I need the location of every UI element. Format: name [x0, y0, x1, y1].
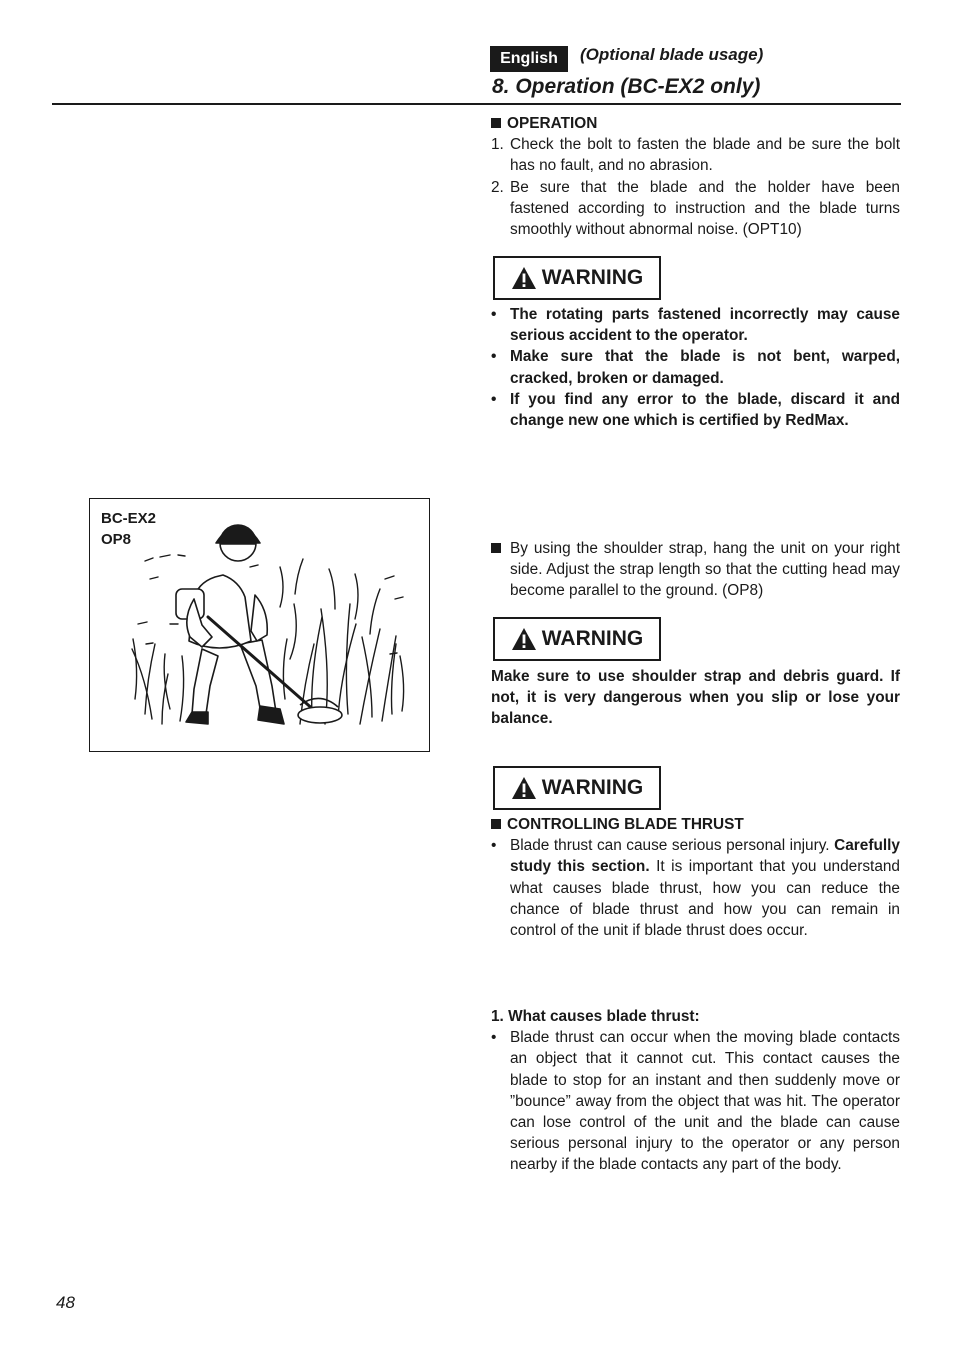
thrust-section [491, 814, 900, 941]
warning-label: WARNING [541, 266, 644, 289]
operation-section [491, 113, 900, 240]
list-item: • Blade thrust can occur when the moving blade contacts an object that it cannot cut. This contact causes the blade to stop for an instant and then suddenly move or ”bounce” away from the object that was hit. The operator can lose control of the unit and the blade can cause serious personal injury to the operator or any person nearby if the blade contacts any part of the body. [491, 1029, 900, 1174]
square-bullet-icon [491, 118, 501, 128]
list-item: 2. Be sure that the blade and the holder have been fastened according to instruction and the blade turns smoothly without abnormal noise. (OPT10) [491, 178, 900, 239]
warning-text: Make sure to use shoulder strap and debris guard. If not, it is very dangerous when you slip or lose your balance. [491, 668, 900, 728]
language-badge: English [490, 46, 568, 72]
warning-label: WARNING [541, 776, 644, 799]
warning-bullets [491, 304, 900, 431]
operation-heading: OPERATION [491, 113, 900, 134]
warning-box [493, 766, 661, 810]
list-item: By using the shoulder strap, hang the unit on your right side. Adjust the strap length so that the cutting head may become parallel to the ground. (OP8) [491, 538, 900, 602]
page-subtitle: (Optional blade usage) [580, 45, 764, 64]
causes-heading: 1. What causes blade thrust: [491, 1008, 700, 1025]
list-item: 1. Check the bolt to fasten the blade and be sure the bolt has no fault, and no abrasion. [491, 136, 900, 175]
thrust-heading: CONTROLLING BLADE THRUST [491, 814, 900, 835]
header-rule [52, 103, 901, 105]
warning-label: WARNING [541, 627, 644, 650]
square-bullet-icon [491, 543, 501, 553]
list-item: • The rotating parts fastened incorrectly may cause serious accident to the operator. [491, 306, 900, 345]
warning-triangle-icon [511, 266, 537, 290]
warning-box [493, 256, 661, 300]
warning-triangle-icon [511, 776, 537, 800]
operator-trimmer-illustration [90, 499, 429, 751]
square-bullet-icon [491, 819, 501, 829]
warning-triangle-icon [511, 627, 537, 651]
warning-box [493, 617, 661, 661]
causes-section [491, 1006, 900, 1176]
section-title: 8. Operation (BC-EX2 only) [492, 75, 761, 98]
strap-section [491, 538, 900, 602]
list-item: • Make sure that the blade is not bent, warped, cracked, broken or damaged. [491, 348, 900, 387]
illustration-figure [89, 498, 430, 752]
figure-label: BC-EX2 OP8 [101, 510, 157, 548]
list-item: • If you find any error to the blade, discard it and change new one which is certified by RedMax. [491, 390, 900, 430]
page-number: 48 [56, 1293, 75, 1312]
list-item: • Blade thrust can cause serious personal injury. Carefully study this section. It is important that you understand what causes blade thrust, how you can reduce the chance of blade thrust and how you can remain in control of the unit if blade thrust does occur. [491, 837, 900, 940]
